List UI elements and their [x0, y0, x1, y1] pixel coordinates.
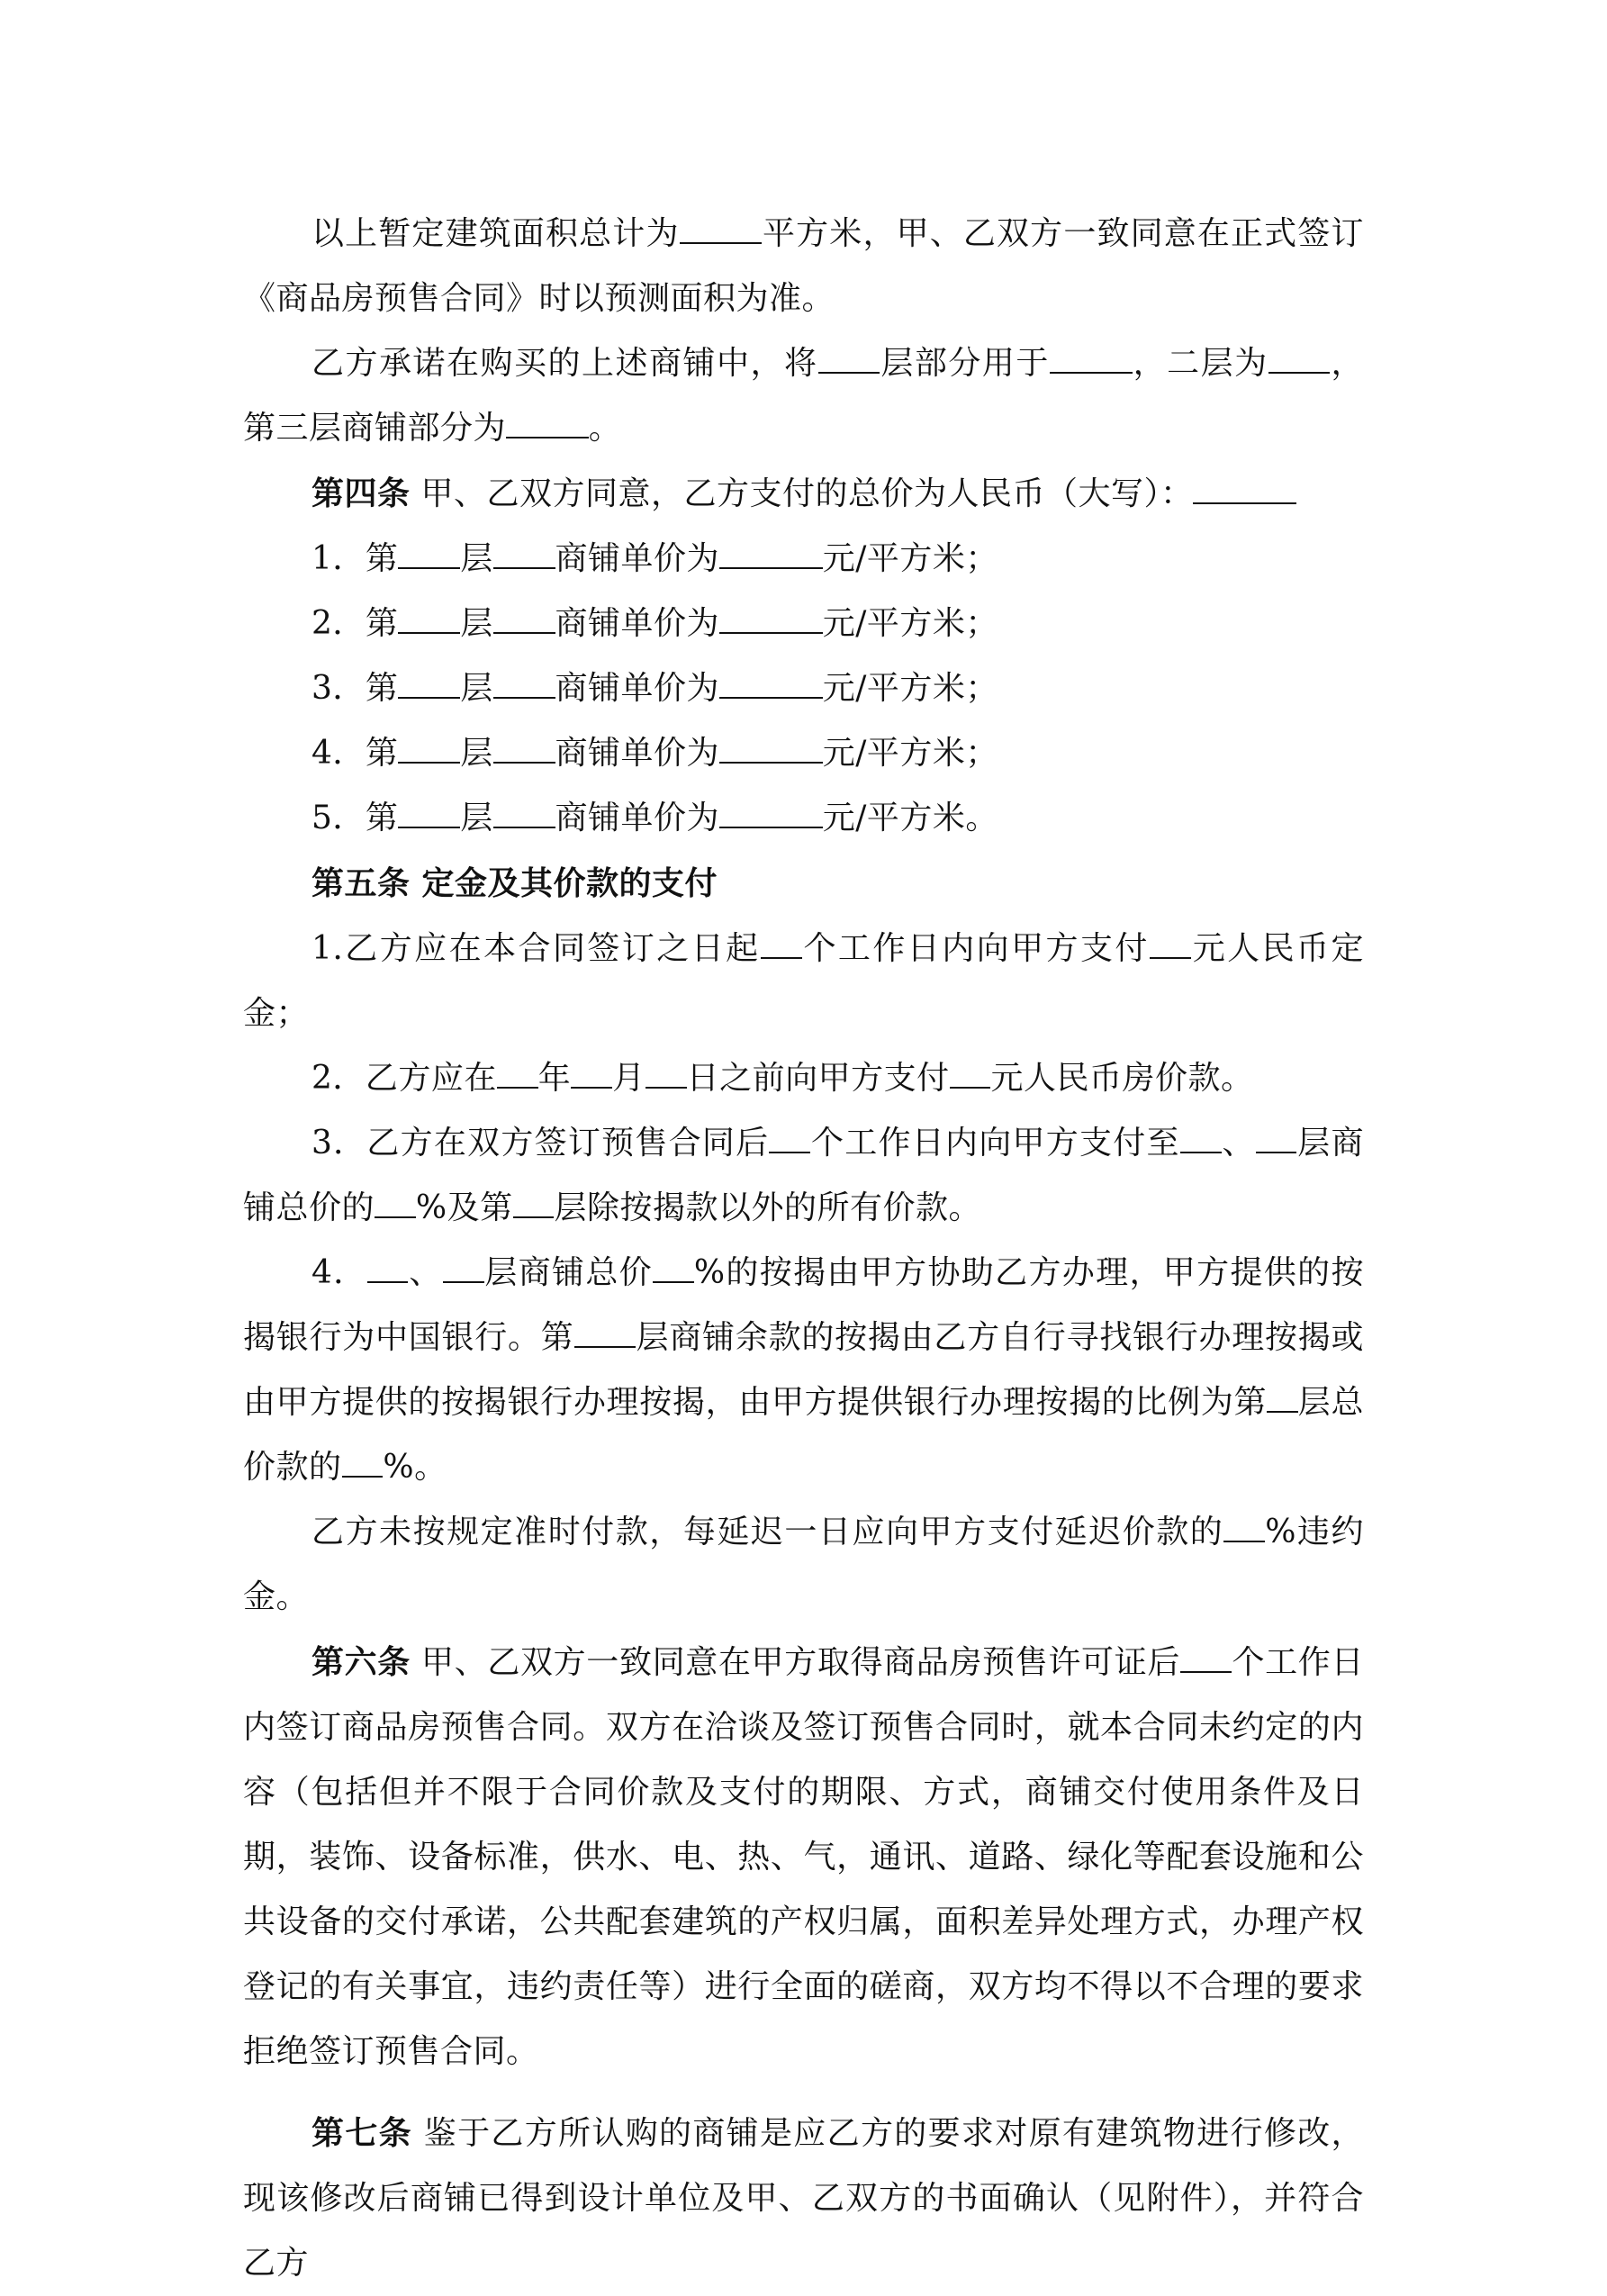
paragraph-a4-item-5 — [243, 786, 1364, 851]
fill-in-blank[interactable] — [1150, 930, 1191, 959]
paragraph-article-4 — [243, 461, 1364, 527]
paragraph-a5-item-2 — [243, 1046, 1364, 1111]
paragraph-text: 月 — [612, 1060, 646, 1097]
paragraph-text: 甲、乙双方同意，乙方支付的总价为人民币（大写）： — [410, 475, 1194, 512]
fill-in-blank[interactable] — [1050, 345, 1133, 374]
fill-in-blank[interactable] — [493, 735, 555, 764]
paragraph-text: 层商铺余款的按揭由乙方自行寻找银行办理按揭或由甲方提供的按揭银行办理按揭，由甲方提供银行办理按揭的比例为第 — [243, 1319, 1364, 1421]
fill-in-blank[interactable] — [1180, 1644, 1232, 1673]
paragraph-text: 商铺单价为 — [555, 670, 720, 707]
paragraph-text: 层部分用于 — [880, 345, 1050, 382]
fill-in-blank[interactable] — [646, 1060, 687, 1089]
paragraph-a5-item-3 — [243, 1111, 1364, 1241]
fill-in-blank[interactable] — [1193, 475, 1296, 504]
paragraph-text: 元人民币定金； — [243, 930, 1364, 1032]
paragraph-text: 3．乙方在双方签订预售合同后 — [311, 1125, 770, 1162]
paragraph-text: 层 — [460, 670, 493, 707]
paragraph-text: 层总价款的 — [243, 1384, 1364, 1486]
article-heading: 第六条 — [311, 1643, 411, 1681]
paragraph-text: 元人民币房价款。 — [990, 1060, 1254, 1097]
paragraph-text: 。 — [588, 410, 622, 447]
fill-in-blank[interactable] — [680, 215, 763, 244]
fill-in-blank[interactable] — [719, 670, 823, 699]
paragraph-text: 平方米，甲、乙双方一致同意在正式签订《商品房预售合同》时以预测面积为准。 — [243, 215, 1364, 317]
paragraph-text: 年 — [537, 1060, 572, 1097]
fill-in-blank[interactable] — [719, 605, 823, 634]
fill-in-blank[interactable] — [1267, 1384, 1297, 1413]
paragraph-text: 2．第 — [311, 605, 399, 642]
article-heading: 第五条 定金及其价款的支付 — [311, 864, 718, 902]
fill-in-blank[interactable] — [571, 1060, 612, 1089]
fill-in-blank[interactable] — [1223, 1514, 1265, 1542]
fill-in-blank[interactable] — [398, 540, 460, 569]
paragraph-area-total — [243, 202, 1364, 331]
paragraph-text: 以上暂定建筑面积总计为 — [311, 215, 680, 252]
paragraph-text: 层商铺总价的 — [243, 1125, 1364, 1226]
article-heading: 第七条 — [311, 2114, 412, 2152]
paragraph-usage-commitment — [243, 331, 1364, 461]
fill-in-blank[interactable] — [719, 800, 823, 828]
paragraph-text: 个工作日内向甲方支付 — [801, 930, 1150, 967]
fill-in-blank[interactable] — [493, 605, 555, 634]
paragraph-article-5 — [243, 851, 1364, 917]
paragraph-text: 乙方未按规定准时付款，每延迟一日应向甲方支付延迟价款的 — [311, 1514, 1224, 1550]
paragraph-text: 元/平方米； — [822, 605, 998, 642]
paragraph-text: 商铺单价为 — [555, 800, 720, 836]
fill-in-blank[interactable] — [398, 800, 460, 828]
fill-in-blank[interactable] — [443, 1254, 484, 1283]
fill-in-blank[interactable] — [398, 735, 460, 764]
fill-in-blank[interactable] — [1180, 1125, 1222, 1153]
paragraph-text: 、 — [408, 1254, 443, 1291]
paragraph-text: %及第 — [415, 1189, 513, 1226]
paragraph-text: 鉴于乙方所认购的商铺是应乙方的要求对原有建筑物进行修改，现该修改后商铺已得到设计单位及甲、乙双方的书面确认（见附件），并符合乙方 — [243, 2115, 1364, 2282]
paragraph-text: 个工作日内向甲方支付至 — [810, 1125, 1180, 1162]
paragraph-text: 元/平方米。 — [822, 800, 998, 836]
fill-in-blank[interactable] — [818, 345, 880, 374]
paragraph-text: 个工作日内签订商品房预售合同。双方在洽谈及签订预售合同时，就本合同未约定的内容（包括但并不限于合同价款及支付的期限、方式，商铺交付使用条件及日期，装饰、设备标准，供水、电、热、气，通讯、道路、绿化等配套设施和公共设备的交付承诺，公共配套建筑的产权归属，面积差异处理方式，办理产权登记的有关事宜，违约责任等）进行全面的磋商，双方均不得以不合理的要求拒绝签订预售合同。 — [243, 1644, 1364, 2070]
fill-in-blank[interactable] — [719, 735, 823, 764]
paragraph-text: 2．乙方应在 — [311, 1060, 497, 1097]
paragraph-text: 4．第 — [311, 735, 399, 772]
paragraph-a5-item-1 — [243, 917, 1364, 1046]
paragraph-text: 3．第 — [311, 670, 399, 707]
fill-in-blank[interactable] — [493, 670, 555, 699]
fill-in-blank[interactable] — [493, 540, 555, 569]
paragraph-text: 层除按揭款以外的所有价款。 — [554, 1189, 981, 1226]
fill-in-blank[interactable] — [367, 1254, 409, 1283]
fill-in-blank[interactable] — [493, 800, 555, 828]
fill-in-blank[interactable] — [950, 1060, 991, 1089]
paragraph-text: 5．第 — [311, 800, 399, 836]
paragraph-text: ，第三层商铺部分为 — [243, 345, 1364, 447]
fill-in-blank[interactable] — [506, 410, 589, 438]
paragraph-text: 元/平方米； — [822, 735, 998, 772]
document-page — [243, 202, 1364, 2296]
fill-in-blank[interactable] — [1256, 1125, 1297, 1153]
fill-in-blank[interactable] — [769, 1125, 810, 1153]
paragraph-text: 商铺单价为 — [555, 605, 720, 642]
paragraph-text: 层商铺总价 — [483, 1254, 654, 1291]
paragraph-article-7 — [243, 2101, 1364, 2296]
paragraph-text: %的按揭由甲方协助乙方办理，甲方提供的按揭银行为中国银行。第 — [243, 1254, 1364, 1356]
paragraph-text: 层 — [460, 800, 493, 836]
paragraph-text: 乙方承诺在购买的上述商铺中，将 — [311, 345, 818, 382]
fill-in-blank[interactable] — [513, 1189, 555, 1218]
article-heading: 第四条 — [311, 475, 411, 512]
paragraph-text: 商铺单价为 — [555, 735, 720, 772]
paragraph-a4-item-2 — [243, 592, 1364, 656]
paragraph-text: 日之前向甲方支付 — [686, 1060, 950, 1097]
paragraph-text: 商铺单价为 — [555, 540, 720, 577]
fill-in-blank[interactable] — [719, 540, 823, 569]
fill-in-blank[interactable] — [761, 930, 802, 959]
paragraph-late-payment — [243, 1500, 1364, 1630]
paragraph-text: 层 — [460, 605, 493, 642]
fill-in-blank[interactable] — [1268, 345, 1331, 374]
fill-in-blank[interactable] — [574, 1319, 636, 1348]
fill-in-blank[interactable] — [398, 605, 460, 634]
fill-in-blank[interactable] — [497, 1060, 538, 1089]
fill-in-blank[interactable] — [653, 1254, 694, 1283]
paragraph-article-6 — [243, 1630, 1364, 2084]
paragraph-text: 、 — [1221, 1125, 1256, 1162]
paragraph-text: %。 — [383, 1449, 447, 1486]
paragraph-text: 甲、乙双方一致同意在甲方取得商品房预售许可证后 — [410, 1644, 1181, 1681]
paragraph-text: 元/平方米； — [822, 540, 998, 577]
paragraph-a4-item-3 — [243, 656, 1364, 721]
paragraph-text: 层 — [460, 540, 493, 577]
paragraph-text: 元/平方米； — [822, 670, 998, 707]
paragraph-a4-item-4 — [243, 721, 1364, 786]
fill-in-blank[interactable] — [342, 1449, 384, 1478]
paragraph-a5-item-4 — [243, 1241, 1364, 1500]
paragraph-text: 1．第 — [311, 540, 399, 577]
paragraph-text: 1.乙方应在本合同签订之日起 — [311, 930, 761, 967]
paragraph-text: 层 — [460, 735, 493, 772]
paragraph-a4-item-1 — [243, 527, 1364, 592]
fill-in-blank[interactable] — [398, 670, 460, 699]
paragraph-text: ，二层为 — [1132, 345, 1268, 382]
paragraph-text: %违约金。 — [243, 1514, 1364, 1615]
fill-in-blank[interactable] — [375, 1189, 416, 1218]
paragraph-text: 4． — [311, 1254, 367, 1291]
